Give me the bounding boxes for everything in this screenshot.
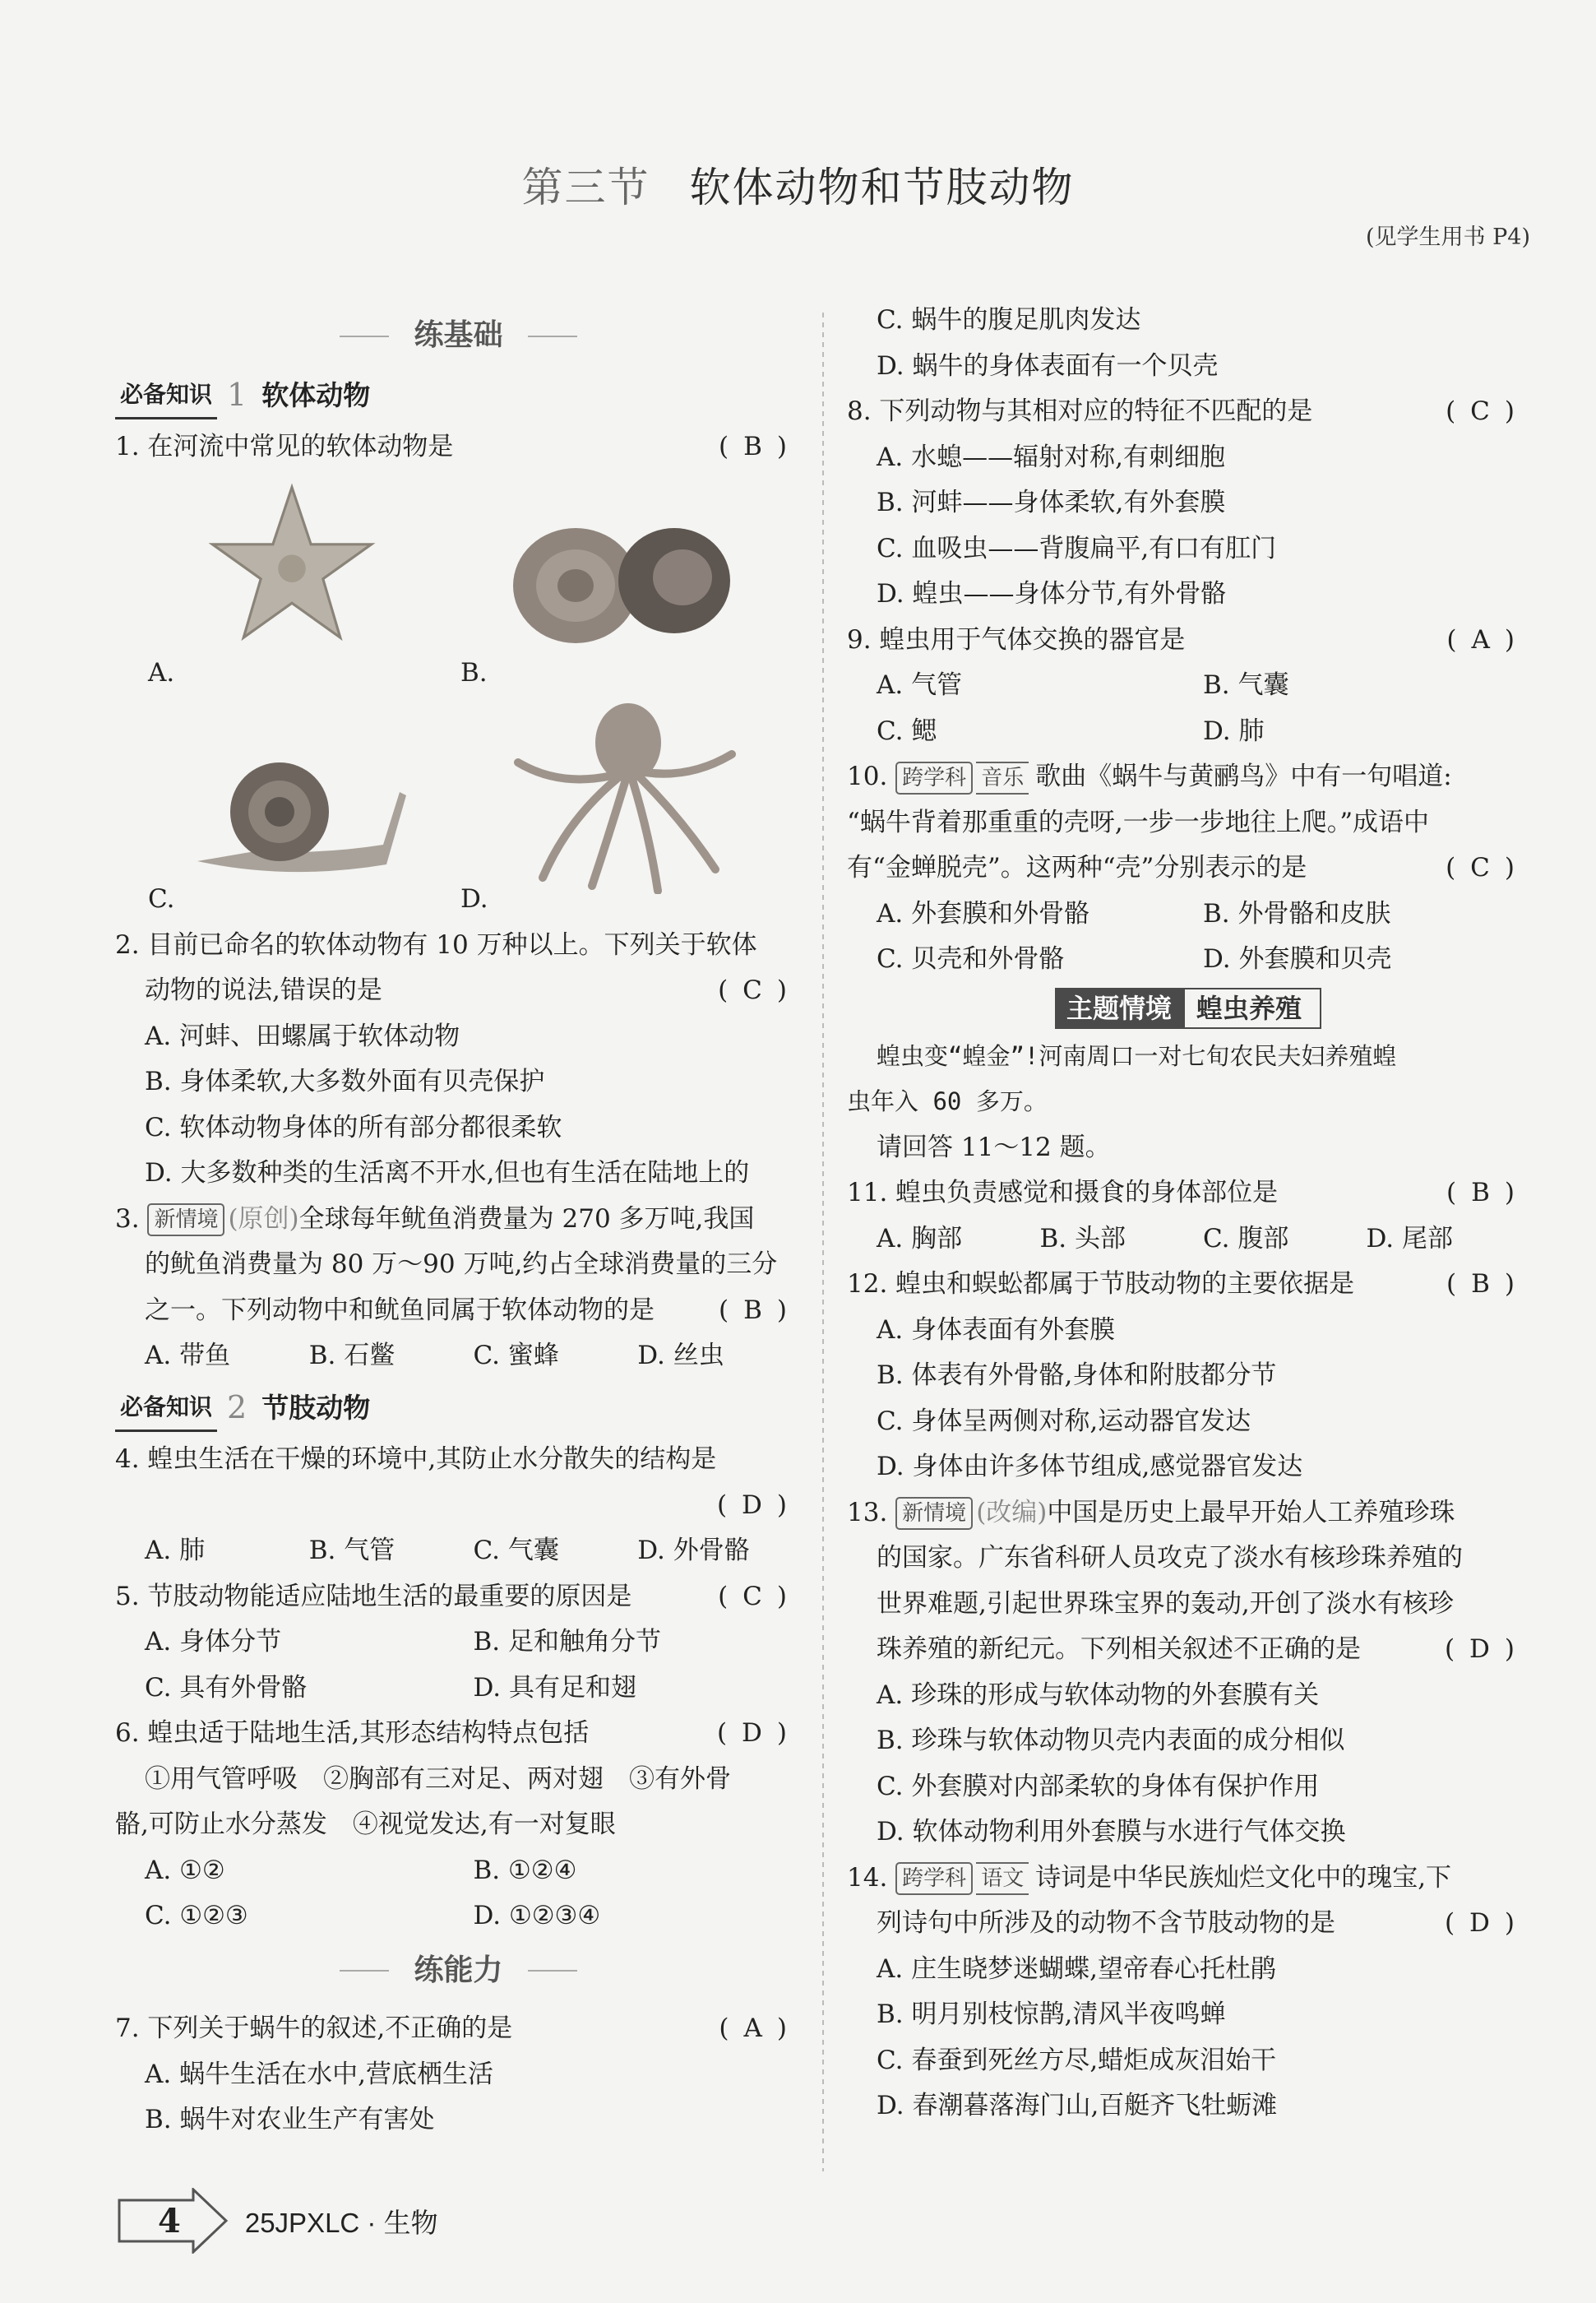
prompt: 请回答 11～12 题。 [877, 1132, 1111, 1162]
page-title [0, 155, 1596, 214]
chinese-tag: 语文 [976, 1862, 1029, 1895]
options-row: A. 身体分节 B. 足和触角分节 [145, 1627, 661, 1657]
answer: (C) [718, 975, 802, 1005]
question-5: 5. 节肢动物能适应陆地生活的最重要的原因是 (C) [115, 1574, 802, 1620]
new-context-tag: 新情境 [147, 1203, 224, 1236]
answer: (B) [719, 1295, 802, 1325]
snail-shell-icon [502, 495, 740, 660]
right-column: C. 蜗牛的腹足肌肉发达 D. 蜗牛的身体表面有一个贝壳 8. 下列动物与其相对应的特征不匹配的是 (C) A. 水螅——辐射对称,有刺细胞 B. 河蚌——身体柔软,有外套膜 C. 血吸虫——背腹扁平,有口有肛门 D. 蝗虫——身体分节,有外骨骼 9. 蝗虫用于气体交换的器官是 (A) A. 气管 B. 气囊 C. 鳃 D. 肺 10. 跨学科 音乐 歌曲《蜗牛与黄鹂鸟》中有一句唱道: “蜗牛背着那重重的壳呀,一步一步地往上爬。”成语中 有“金蝉脱壳”。这两种“壳”分别表示的是 (C) A. 外套膜和外骨骼 B. 外骨骼和皮肤 C. 贝壳和外骨骼 D. 外套膜和贝壳 主题情境 蝗虫养殖 蝗虫变“蝗金”!河南周口一对七旬农民夫妇养殖蝗 虫年入 60 多万。 请回答 11～12 题。 11. 蝗虫负责感觉和摄食的身体部位是 (B) A. 胸部 B. 头部 C. 腹部 D. 尾部 12. 蝗虫和蜈蚣都属于节肢动物的主要依据是 (B) A. 身体表面有外套膜 B. 体表有外骨骼,身体和附肢都分节 C. 身体呈两侧对称,运动器官发达 D. 身体由许多体节组成,感觉器官发达 13. 新情境 (改编)中国是历史上最早开始人工养殖珍珠 的国家。广东省科研人员攻克了淡水有核珍珠养殖的 世界难题,引起世界珠宝界的轰动,开创了淡水有核珍 珠养殖的新纪元。下列相关叙述不正确的是 (D) A. 珍珠的形成与软体动物的外套膜有关 B. 珍珠与软体动物贝壳内表面的成分相似 C. 外套膜对内部柔软的身体有保护作用 D. 软体动物利用外套膜与水进行气体交换 14. 跨学科 语文 诗词是中华民族灿烂文化中的瑰宝,下 列诗句中所涉及的动物不含节肢动物的是 (D) A. 庄生晓梦迷蝴蝶,望帝春心托杜鹃 B. 明月别枝惊鹊,清风半夜鸣蝉 C. 春蚕到死丝方尽,蜡炬成灰泪始干 D. 春潮暮落海门山,百艇齐飞牡蛎滩 [847, 304, 1529, 2129]
cross-subject-tag: 跨学科 [895, 762, 973, 795]
banner-ability: 练能力 [115, 1946, 802, 1995]
answer: (B) [719, 432, 802, 461]
answer: (D) [716, 1718, 802, 1748]
answer: (C) [1446, 853, 1529, 883]
options-row: C. 贝壳和外骨骼 D. 外套膜和贝壳 [877, 944, 1392, 974]
snail-icon [189, 730, 419, 886]
octopus-icon [493, 697, 740, 894]
options-row: A. ①② B. ①②④ [145, 1855, 577, 1885]
option: D. 蜗牛的身体表面有一个贝壳 [877, 350, 1219, 381]
page-footer [123, 2188, 438, 2254]
option: D. 蝗虫——身体分节,有外骨骼 [877, 579, 1227, 609]
option: B. 蜗牛对农业生产有害处 [145, 2105, 435, 2134]
answer: (D) [1444, 1634, 1529, 1664]
answer: (C) [1446, 396, 1529, 426]
option: D. 软体动物利用外套膜与水进行气体交换 [877, 1817, 1346, 1847]
options-row: A. 胸部 B. 头部 C. 腹部 D. 尾部 [877, 1223, 1453, 1253]
options-row: C. 鳃 D. 肺 [877, 716, 1265, 746]
q1-images-row-1: A. B. [115, 470, 802, 697]
option: A. 身体表面有外套膜 [877, 1314, 1116, 1345]
starfish-icon [206, 479, 378, 651]
theme-context-banner: 主题情境 蝗虫养殖 [847, 988, 1529, 1029]
question-13: 13. 新情境 (改编)中国是历史上最早开始人工养殖珍珠 [847, 1490, 1529, 1536]
options-row: A. 外套膜和外骨骼 B. 外骨骼和皮肤 [877, 898, 1391, 929]
new-context-tag: 新情境 [895, 1497, 973, 1530]
section-title: 软体动物和节肢动物 [689, 164, 1075, 211]
option: C. 血吸虫——背腹扁平,有口有肛门 [877, 533, 1277, 563]
question-9: 9. 蝗虫用于气体交换的器官是 (A) [847, 618, 1529, 664]
answer: (B) [1446, 1178, 1529, 1207]
question-14: 14. 跨学科 语文 诗词是中华民族灿烂文化中的瑰宝,下 [847, 1856, 1529, 1902]
question-8: 8. 下列动物与其相对应的特征不匹配的是 (C) [847, 389, 1529, 435]
answer: (D) [716, 1490, 802, 1520]
options-row: C. ①②③ D. ①②③④ [145, 1901, 601, 1930]
option: B. 珍珠与软体动物贝壳内表面的成分相似 [877, 1726, 1345, 1755]
option: C. 外套膜对内部柔软的身体有保护作用 [877, 1771, 1320, 1801]
question-10: 10. 跨学科 音乐 歌曲《蜗牛与黄鹂鸟》中有一句唱道: [847, 754, 1529, 800]
answer: (A) [1446, 624, 1529, 655]
cross-subject-tag: 跨学科 [895, 1862, 973, 1895]
question-11: 11. 蝗虫负责感觉和摄食的身体部位是 (B) [847, 1170, 1529, 1216]
knowledge-point-1: 必备知识 1 软体动物 [115, 372, 802, 420]
options-row: C. 具有外骨骼 D. 具有足和翅 [145, 1672, 636, 1703]
music-tag: 音乐 [976, 762, 1029, 795]
question-12: 12. 蝗虫和蜈蚣都属于节肢动物的主要依据是 (B) [847, 1262, 1529, 1308]
option: C. 软体动物身体的所有部分都很柔软 [145, 1112, 562, 1142]
section-number: 第三节 [521, 164, 650, 211]
column-divider [822, 313, 824, 2171]
book-code: 25JPXLC · 生物 [244, 2207, 438, 2238]
option: D. 大多数种类的生活离不开水,但也有生活在陆地上的 [145, 1158, 750, 1188]
option: B. 明月别枝惊鹊,清风半夜鸣蝉 [877, 1999, 1226, 2029]
answer: (B) [1446, 1269, 1529, 1299]
question-1: 1. 在河流中常见的软体动物是 (B) [115, 424, 802, 470]
options-row: A. 肺 B. 气管 C. 气囊 D. 外骨骼 [145, 1536, 750, 1565]
option: B. 体表有外骨骼,身体和附肢都分节 [877, 1360, 1277, 1390]
question-7: 7. 下列关于蜗牛的叙述,不正确的是 (A) [115, 2006, 802, 2052]
left-column: 练基础 必备知识 1 软体动物 1. 在河流中常见的软体动物是 (B) A. B. C. D. 2. 目前已命名的软体动物有 10 万种以上。下列关于软体 动物的说法,错误的是 (C) A. 河蚌、田螺属于软体动物 B. 身体柔软,大多数外面有贝壳保护 C. 软体动物身体的所有部分都很柔软 D. 大多数种类的生活离不开水,但也有生活在陆地上的 3. 新情境 (原创)全球每年鱿鱼消费量为 270 多万吨,我国 的鱿鱼消费量为 80 万～90 万吨,约占全球消费量的三分 之一。下列动物中和鱿鱼同属于软体动物的是 (B) A. 带鱼 B. 石鳖 C. 蜜蜂 D. 丝虫 必备知识 2 节肢动物 4. 蝗虫生活在干燥的环境中,其防止水分散失的结构是 (D) A. 肺 B. 气管 C. 气囊 D. 外骨骼 5. 节肢动物能适应陆地生活的最重要的原因是 (C) A. 身体分节 B. 足和触角分节 C. 具有外骨骼 D. 具有足和翅 6. 蝗虫适于陆地生活,其形态结构特点包括 (D) ①用气管呼吸 ②胸部有三对足、两对翅 ③有外骨 骼,可防止水分蒸发 ④视觉发达,有一对复眼 A. ①② B. ①②④ C. ①②③ D. ①②③④ 练能力 7. 下列关于蜗牛的叙述,不正确的是 (A) A. 蜗牛生活在水中,营底栖生活 B. 蜗牛对农业生产有害处 [115, 304, 802, 2143]
option: A. 水螅——辐射对称,有刺细胞 [877, 442, 1225, 472]
knowledge-point-2: 必备知识 2 节肢动物 [115, 1384, 802, 1433]
answer: (C) [718, 1581, 802, 1611]
answer: (A) [719, 2013, 802, 2043]
story-text: 蝗虫变“蝗金”!河南周口一对七旬农民夫妇养殖蝗 [877, 1041, 1397, 1070]
question-4: 4. 蝗虫生活在干燥的环境中,其防止水分散失的结构是 [115, 1444, 717, 1474]
option: A. 庄生晓梦迷蝴蝶,望帝春心托杜鹃 [877, 1953, 1276, 1984]
question-3: 3. 新情境 (原创)全球每年鱿鱼消费量为 270 多万吨,我国 [115, 1197, 802, 1243]
option: C. 春蚕到死丝方尽,蜡炬成灰泪始干 [877, 2045, 1277, 2075]
option: A. 河蚌、田螺属于软体动物 [145, 1021, 460, 1051]
option: B. 河蚌——身体柔软,有外套膜 [877, 488, 1226, 517]
answer: (D) [1444, 1908, 1529, 1938]
page-number: 4 [158, 2201, 181, 2240]
option: A. 蜗牛生活在水中,营底栖生活 [145, 2059, 493, 2089]
option: A. 珍珠的形成与软体动物的外套膜有关 [877, 1680, 1320, 1710]
option: C. 身体呈两侧对称,运动器官发达 [877, 1406, 1251, 1436]
banner-basics: 练基础 [115, 311, 802, 360]
question-6: 6. 蝗虫适于陆地生活,其形态结构特点包括 (D) [115, 1711, 802, 1757]
option: D. 身体由许多体节组成,感觉器官发达 [877, 1452, 1303, 1481]
option: B. 身体柔软,大多数外面有贝壳保护 [145, 1067, 545, 1096]
q1-images-row-2: C. D. [115, 697, 802, 923]
question-2: 2. 目前已命名的软体动物有 10 万种以上。下列关于软体 [115, 929, 757, 960]
option: D. 春潮暮落海门山,百艇齐飞牡蛎滩 [877, 2091, 1278, 2120]
option: C. 蜗牛的腹足肌肉发达 [877, 305, 1141, 335]
options-row: A. 气管 B. 气囊 [877, 670, 1289, 700]
options-row: A. 带鱼 B. 石鳖 C. 蜜蜂 D. 丝虫 [145, 1341, 724, 1370]
student-book-reference: (见学生用书 P4) [1366, 225, 1530, 250]
